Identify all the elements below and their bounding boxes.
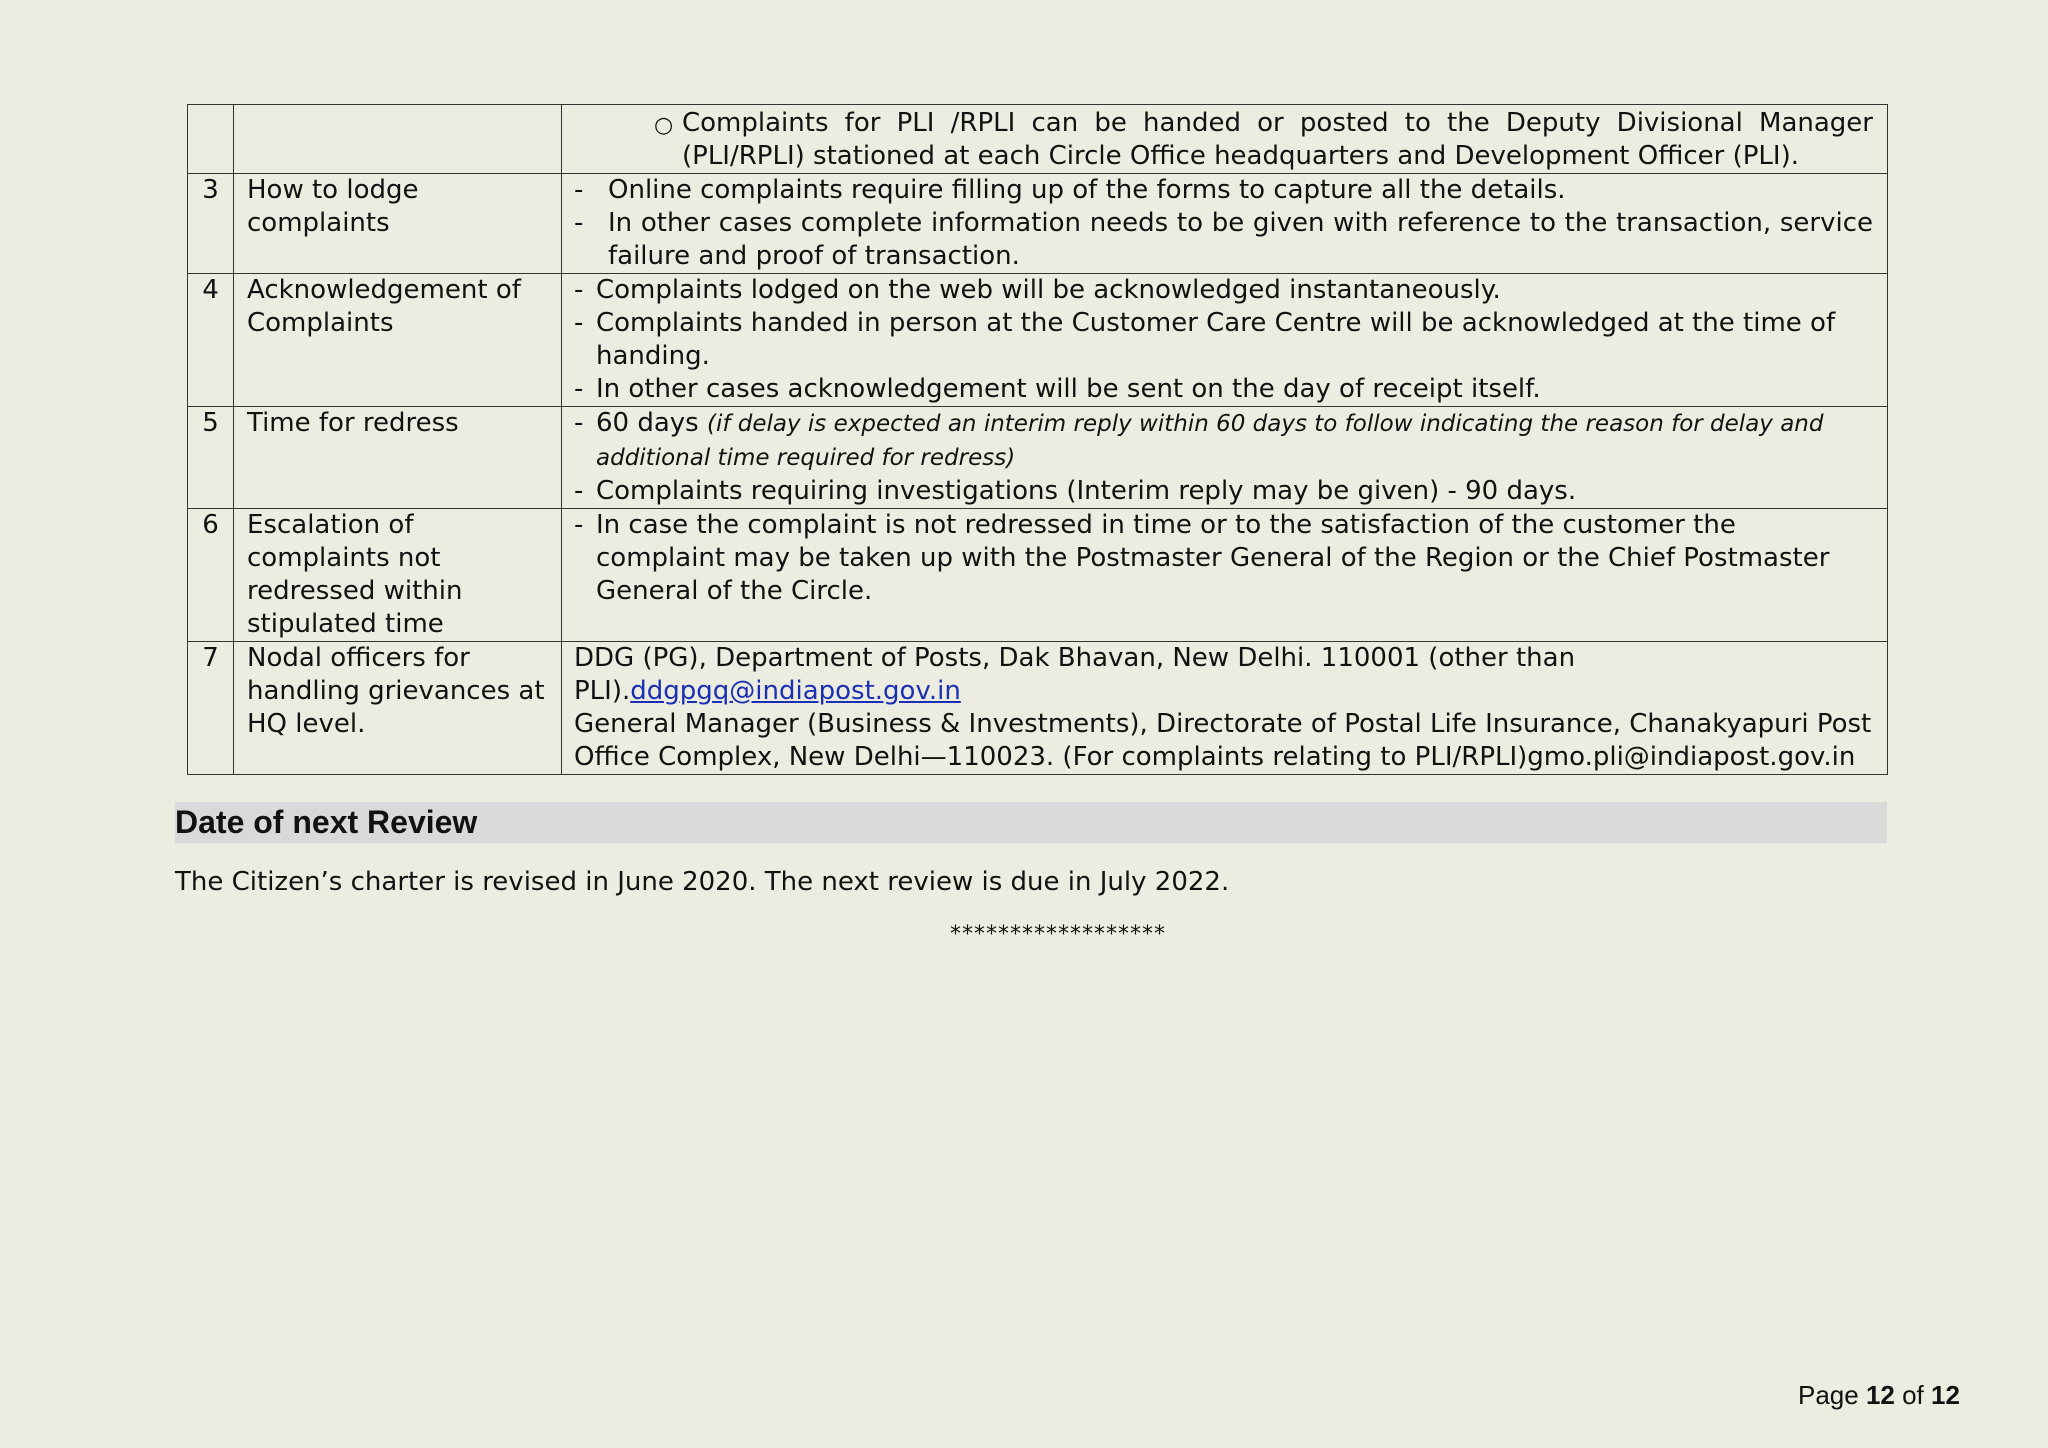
row-label-cell: How to lodge complaints	[234, 174, 562, 274]
row-content-cell	[562, 407, 1888, 509]
end-separator: ******************	[950, 922, 1166, 947]
email-text: gmo.pli@indiapost.gov.in	[1527, 742, 1856, 772]
nodal-officer-gm	[574, 708, 1873, 774]
list-item: - 60 days (if delay is expected an interim reply within 60 days to follow indicating the reason for delay and additional time required for redress)	[574, 408, 1824, 471]
row-content-cell	[562, 105, 1888, 174]
list-item-text: In other cases complete information needs to be given with reference to the transaction, service failure and proof of transaction.	[608, 208, 1873, 271]
list-item-text: Complaints lodged on the web will be acknowledged instantaneously.	[596, 275, 1501, 305]
list-item: - Complaints handed in person at the Customer Care Centre will be acknowledged at the time of handing.	[574, 308, 1836, 371]
review-text: The Citizen’s charter is revised in June 2020. The next review is due in July 2022.	[175, 867, 1230, 897]
table-row	[188, 642, 1888, 775]
section-heading: Date of next Review	[175, 802, 1887, 843]
list-item-text: Complaints handed in person at the Customer Care Centre will be acknowledged at the time of handing.	[596, 308, 1836, 371]
list-item: - Complaints lodged on the web will be acknowledged instantaneously.	[574, 275, 1501, 305]
email-link[interactable]: ddgpgq@indiapost.gov.in	[630, 676, 961, 706]
list-item-text: In other cases acknowledgement will be sent on the day of receipt itself.	[596, 374, 1541, 404]
table-row	[188, 105, 1888, 174]
row-content-cell	[562, 174, 1888, 274]
list-item: - In case the complaint is not redressed in time or to the satisfaction of the customer the complaint may be taken up with the Postmaster General of the Region or the Chief Postmaster General of the Circle.	[574, 510, 1830, 606]
row-label-cell: Escalation of complaints not redressed within stipulated time	[234, 509, 562, 642]
grievance-table	[187, 104, 1888, 775]
row-number-cell: 7	[188, 642, 234, 775]
row-content-cell	[562, 642, 1888, 775]
list-item-text: In case the complaint is not redressed in time or to the satisfaction of the customer the complaint may be taken up with the Postmaster General of the Region or the Chief Postmaster General of the Circle.	[596, 510, 1830, 606]
list-item-text: Complaints for PLI /RPLI can be handed or posted to the Deputy Divisional Manager (PLI/RPLI) stationed at each Circle Office headquarters and Development Officer (PLI).	[682, 108, 1873, 171]
list-item-text: 60 days	[596, 408, 699, 438]
table-row	[188, 509, 1888, 642]
list-item	[574, 107, 1873, 173]
list-item-note: (if delay is expected an interim reply within 60 days to follow indicating the reason for delay and additional time required for redress)	[596, 411, 1824, 471]
total-pages: 12	[1931, 1380, 1960, 1410]
row-label-cell: Acknowledgement of Complaints	[234, 274, 562, 407]
row-number-cell	[188, 105, 234, 174]
nodal-officer-ddg	[574, 642, 1873, 708]
list-item: - In other cases complete information needs to be given with reference to the transaction, service failure and proof of transaction.	[574, 208, 1873, 271]
row-number-cell: 6	[188, 509, 234, 642]
table-row	[188, 174, 1888, 274]
row-number-cell: 4	[188, 274, 234, 407]
list-item-text: Online complaints require filling up of the forms to capture all the details.	[608, 175, 1566, 205]
row-number-cell: 3	[188, 174, 234, 274]
nodal-officer-address: General Manager (Business & Investments), Directorate of Postal Life Insurance, Chanakyapuri Post Office Complex, New Delhi—110023. (For complaints relating to PLI/RPLI)	[574, 709, 1872, 772]
list-item: - Complaints requiring investigations (Interim reply may be given) - 90 days.	[574, 476, 1577, 506]
table-row	[188, 274, 1888, 407]
row-number-cell: 5	[188, 407, 234, 509]
nodal-officer-address: DDG (PG), Department of Posts, Dak Bhavan, New Delhi. 110001 (other than PLI).	[574, 643, 1576, 706]
table-row	[188, 407, 1888, 509]
row-label-cell: Nodal officers for handling grievances at HQ level.	[234, 642, 562, 775]
row-content-cell	[562, 509, 1888, 642]
list-item: - In other cases acknowledgement will be sent on the day of receipt itself.	[574, 374, 1541, 404]
row-label-cell	[234, 105, 562, 174]
row-label-cell: Time for redress	[234, 407, 562, 509]
page-number: Page 12 of 12	[1798, 1380, 1960, 1410]
list-item-text: Complaints requiring investigations (Interim reply may be given) - 90 days.	[596, 476, 1577, 506]
current-page: 12	[1865, 1380, 1895, 1410]
circle-bullet-icon: ○	[654, 113, 674, 138]
row-content-cell	[562, 274, 1888, 407]
list-item: - Online complaints require filling up of the forms to capture all the details.	[574, 175, 1566, 205]
